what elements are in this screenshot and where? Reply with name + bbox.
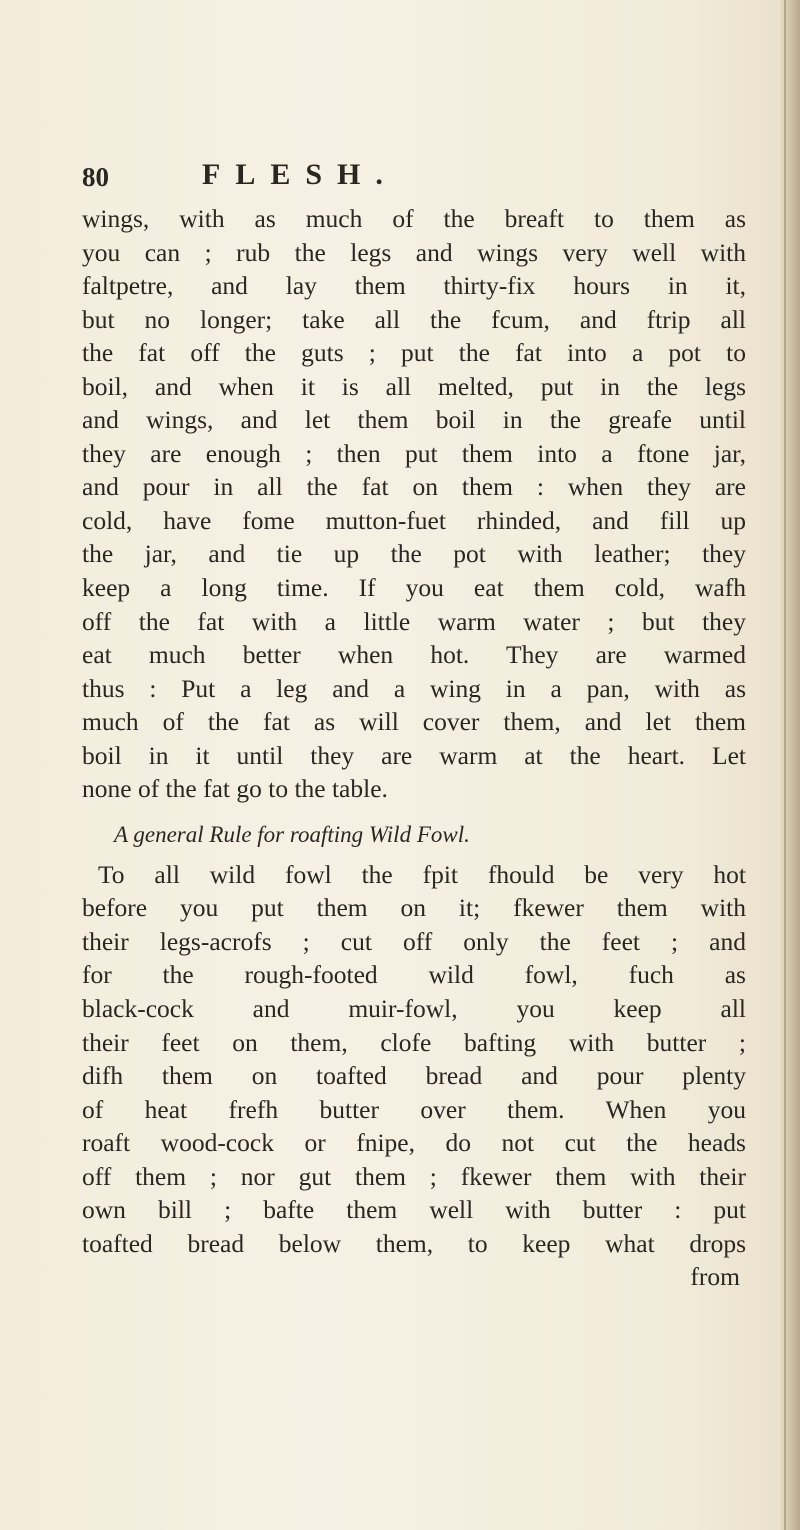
text-line: you can ; rub the legs and wings very well with xyxy=(82,237,746,267)
text-line: cold, have fome mutton-fuet rhinded, and fill up xyxy=(82,505,746,535)
text-line: of heat frefh butter over them. When you xyxy=(82,1094,746,1124)
text-line: off them ; nor gut them ; fkewer them with their xyxy=(82,1161,746,1191)
text-line: none of the fat go to the table. xyxy=(82,774,388,804)
page-header xyxy=(82,158,742,202)
text-line: faltpetre, and lay them thirty-fix hours in it, xyxy=(82,271,746,301)
text-line: boil, and when it is all melted, put in the legs xyxy=(82,371,746,401)
page-number: 80 xyxy=(82,162,109,192)
body-text xyxy=(82,202,746,1294)
text-line: for the rough-footed wild fowl, fuch as xyxy=(82,960,746,990)
catchword: from xyxy=(690,1262,740,1292)
text-line: eat much better when hot. They are warmed xyxy=(82,640,746,670)
text-line: roaft wood-cock or fnipe, do not cut the heads xyxy=(82,1128,746,1158)
text-line: off the fat with a little warm water ; but they xyxy=(82,606,746,636)
text-line: they are enough ; then put them into a ftone jar, xyxy=(82,438,746,468)
text-line: toafted bread below them, to keep what drops xyxy=(82,1228,746,1258)
text-line: their feet on them, clofe bafting with butter ; xyxy=(82,1027,746,1057)
text-line: the jar, and tie up the pot with leather; they xyxy=(82,539,746,569)
text-line: black-cock and muir-fowl, you keep all xyxy=(82,994,746,1024)
gutter-shadow-line xyxy=(784,0,786,1530)
paragraph-flesh-preserving xyxy=(82,202,746,806)
page-gutter xyxy=(780,0,800,1530)
text-line: but no longer; take all the fcum, and ftrip all xyxy=(82,304,746,334)
section-subheading: A general Rule for roafting Wild Fowl. xyxy=(114,821,470,847)
text-line: To all wild fowl the fpit fhould be very hot xyxy=(98,859,746,889)
text-line: before you put them on it; fkewer them with xyxy=(82,893,746,923)
text-line: much of the fat as will cover them, and let them xyxy=(82,707,746,737)
text-line: wings, with as much of the breaft to them as xyxy=(82,204,746,233)
text-line: and pour in all the fat on them : when they are xyxy=(82,472,746,502)
text-line: their legs-acrofs ; cut off only the feet ; and xyxy=(82,926,746,956)
text-line: boil in it until they are warm at the heart. Let xyxy=(82,740,746,770)
text-line: difh them on toafted bread and pour plenty xyxy=(82,1061,746,1091)
text-line: and wings, and let them boil in the greafe until xyxy=(82,405,746,435)
text-line: thus : Put a leg and a wing in a pan, with as xyxy=(82,673,746,703)
text-line: keep a long time. If you eat them cold, wafh xyxy=(82,573,746,603)
paragraph-wild-fowl xyxy=(82,858,746,1261)
running-head: FLESH. xyxy=(202,158,398,191)
text-line: own bill ; bafte them well with butter : put xyxy=(82,1195,746,1225)
text-line: the fat off the guts ; put the fat into a pot to xyxy=(82,338,746,368)
